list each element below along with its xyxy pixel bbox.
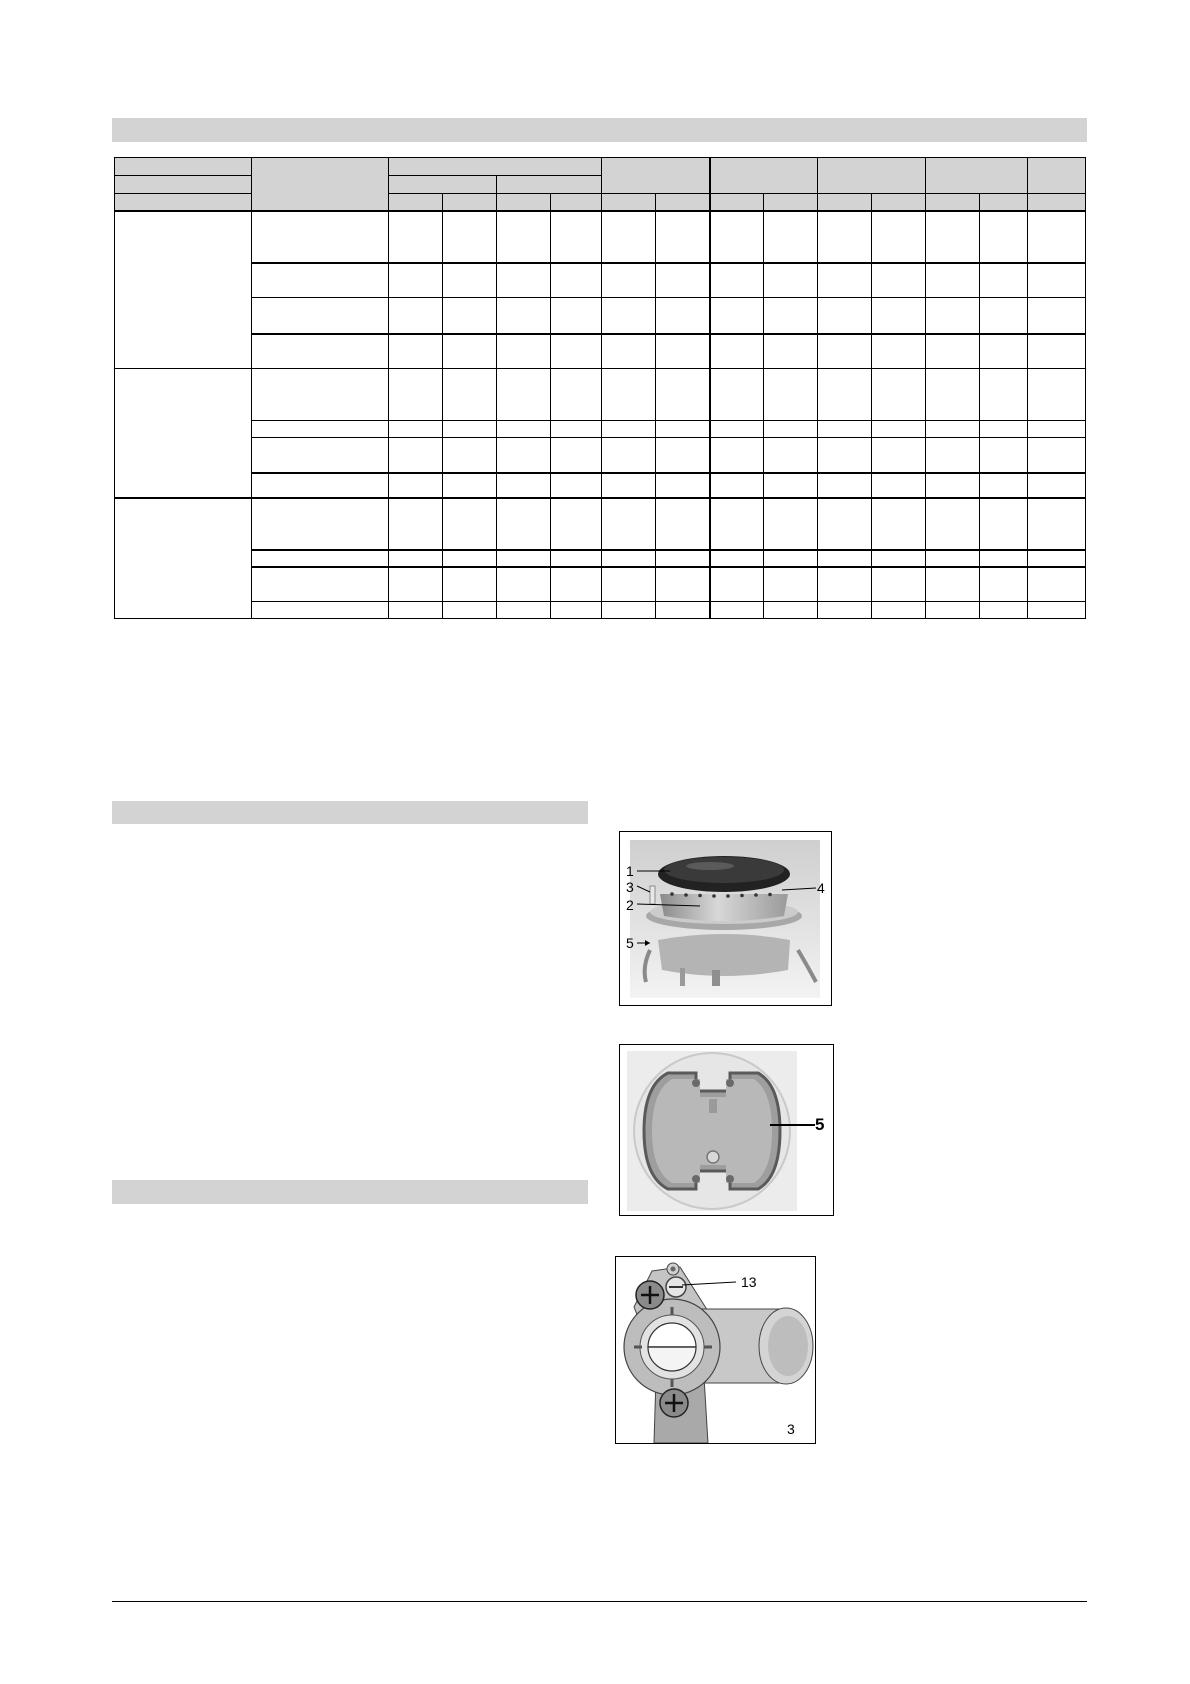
table-row [115,473,1086,498]
table-cell [710,498,764,550]
table-cell [602,567,656,602]
table-cell [710,567,764,602]
table-cell [602,211,656,263]
table-cell [497,263,551,298]
table-cell [764,298,818,334]
header-cell [497,176,602,194]
table-row [115,567,1086,602]
table-cell [1028,498,1086,550]
callout-label: 3 [626,879,634,895]
table-cell [926,498,980,550]
table-cell [252,421,389,438]
table-cell [710,263,764,298]
table-cell [1028,263,1086,298]
header-cell [926,194,980,211]
table-cell [872,263,926,298]
table-cell [551,550,602,567]
header-cell [497,194,551,211]
table-cell [872,438,926,473]
table-cell [872,334,926,369]
table-cell [872,211,926,263]
header-cell [602,158,710,194]
table-row [115,498,1086,550]
table-cell [926,421,980,438]
table-cell [1028,550,1086,567]
table-cell [389,550,443,567]
header-cell [1028,194,1086,211]
group-cell [115,211,252,369]
table-cell [656,438,710,473]
table-cell [872,421,926,438]
table-cell [1028,298,1086,334]
table-cell [551,473,602,498]
table-cell [764,550,818,567]
table-cell [497,567,551,602]
header-cell [926,158,1028,194]
table-cell [252,602,389,619]
table-cell [252,567,389,602]
table-cell [656,369,710,421]
burner-base-illustration [620,1045,833,1215]
table-cell [710,334,764,369]
table-cell [389,438,443,473]
section-header-bar-valve [112,1180,588,1204]
table-cell [980,334,1028,369]
table-cell [443,602,497,619]
gas-valve-illustration [616,1257,815,1443]
table-cell [252,298,389,334]
table-cell [710,473,764,498]
table-cell [252,473,389,498]
table-cell [252,334,389,369]
table-cell [1028,438,1086,473]
table-cell [818,498,872,550]
table-cell [818,263,872,298]
table-cell [551,602,602,619]
table-cell [818,421,872,438]
table-row [115,334,1086,369]
table-cell [926,550,980,567]
table-cell [551,498,602,550]
table-cell [710,438,764,473]
table-cell [710,421,764,438]
table-cell [443,550,497,567]
table-cell [710,550,764,567]
table-cell [389,567,443,602]
table-cell [497,473,551,498]
table-cell [872,567,926,602]
table-cell [926,263,980,298]
table-row [115,298,1086,334]
header-cell [710,158,818,194]
table-cell [497,334,551,369]
table-cell [551,421,602,438]
table-row [115,263,1086,298]
callout-label: 2 [626,897,634,913]
table-cell [497,498,551,550]
table-cell [497,298,551,334]
table-cell [443,334,497,369]
header-cell [115,176,252,194]
header-cell [818,194,872,211]
group-cell [115,498,252,619]
table-cell [872,473,926,498]
table-cell [710,369,764,421]
table-cell [389,602,443,619]
table-cell [818,567,872,602]
burner-assembly-figure [619,831,832,1006]
table-cell [764,602,818,619]
callout-label: 3 [787,1421,795,1437]
table-cell [443,438,497,473]
table-cell [1028,421,1086,438]
table-cell [980,602,1028,619]
table-cell [656,498,710,550]
table-cell [980,438,1028,473]
table-cell [497,369,551,421]
table-cell [551,567,602,602]
header-cell [115,194,252,211]
table-cell [1028,473,1086,498]
table-cell [926,211,980,263]
table-cell [926,298,980,334]
table-cell [980,421,1028,438]
table-cell [926,438,980,473]
table-cell [764,421,818,438]
table-cell [818,473,872,498]
table-cell [1028,602,1086,619]
table-cell [443,421,497,438]
table-cell [656,550,710,567]
table-cell [764,369,818,421]
section-header-bar-top [112,118,1087,142]
header-cell [602,194,656,211]
table-cell [443,498,497,550]
header-cell [980,194,1028,211]
table-cell [497,438,551,473]
table-cell [252,211,389,263]
table-cell [818,550,872,567]
table-cell [551,438,602,473]
table-cell [389,211,443,263]
table-cell [710,211,764,263]
table-cell [443,473,497,498]
table-cell [252,498,389,550]
table-cell [710,298,764,334]
table-cell [602,438,656,473]
table-cell [389,473,443,498]
table-cell [656,298,710,334]
table-cell [497,211,551,263]
table-cell [389,369,443,421]
header-cell [389,176,497,194]
header-cell [551,194,602,211]
header-cell [389,158,602,176]
table-cell [252,263,389,298]
table-cell [602,550,656,567]
table-cell [656,211,710,263]
table-row [115,211,1086,263]
header-cell [710,194,764,211]
table-cell [818,334,872,369]
table-cell [818,369,872,421]
header-cell [872,194,926,211]
table-cell [551,211,602,263]
table-cell [926,334,980,369]
table-cell [443,298,497,334]
table-cell [602,298,656,334]
table-cell [872,498,926,550]
table-cell [764,567,818,602]
table-cell [1028,567,1086,602]
table-cell [710,602,764,619]
table-cell [443,369,497,421]
table-cell [389,421,443,438]
table-cell [551,298,602,334]
table-cell [764,438,818,473]
table-cell [551,369,602,421]
table-cell [980,473,1028,498]
table-cell [980,369,1028,421]
table-cell [980,498,1028,550]
gas-valve-figure [615,1256,816,1444]
table-cell [656,263,710,298]
table-cell [764,473,818,498]
table-cell [980,211,1028,263]
table-cell [602,369,656,421]
callout-label: 1 [626,863,634,879]
table-cell [497,550,551,567]
table-cell [980,298,1028,334]
group-cell [115,369,252,498]
table-row [115,438,1086,473]
table-cell [389,298,443,334]
table-cell [656,602,710,619]
callout-label: 13 [741,1274,757,1290]
callout-label: 5 [626,935,634,951]
table-cell [764,334,818,369]
table-row [115,602,1086,619]
table-cell [602,602,656,619]
table-cell [602,421,656,438]
table-cell [602,473,656,498]
callout-label: 4 [817,880,825,896]
table-cell [872,298,926,334]
table-cell [252,550,389,567]
table-cell [443,567,497,602]
table-cell [443,211,497,263]
table-cell [1028,211,1086,263]
table-cell [926,369,980,421]
table-cell [389,334,443,369]
table-cell [872,550,926,567]
table-cell [980,550,1028,567]
table-cell [980,567,1028,602]
table-cell [818,438,872,473]
table-cell [764,498,818,550]
table-cell [389,263,443,298]
table-row [115,369,1086,421]
header-cell [656,194,710,211]
table-cell [872,602,926,619]
header-cell [818,158,926,194]
table-cell [926,473,980,498]
table-cell [818,211,872,263]
table-cell [443,263,497,298]
burner-base-figure [619,1044,834,1216]
table-cell [926,602,980,619]
table-cell [818,602,872,619]
table-cell [656,421,710,438]
table-cell [872,369,926,421]
header-cell [389,194,443,211]
callout-label: 5 [815,1115,825,1134]
burner-assembly-illustration [620,832,831,1005]
table-cell [252,438,389,473]
table-cell [1028,334,1086,369]
gas-specification-table [114,157,1086,619]
table-cell [497,421,551,438]
header-cell [1028,158,1086,194]
table-cell [926,567,980,602]
footer-rule [112,1601,1087,1602]
section-header-bar-burner [112,801,588,824]
table-cell [656,567,710,602]
table-cell [389,498,443,550]
header-cell [115,158,252,176]
table-cell [1028,369,1086,421]
table-cell [602,334,656,369]
table-cell [252,369,389,421]
table-cell [818,298,872,334]
table-row [115,550,1086,567]
header-cell [764,194,818,211]
table-header-row [115,158,1086,176]
header-cell [443,194,497,211]
table-cell [551,334,602,369]
table-cell [980,263,1028,298]
table-cell [764,211,818,263]
table-cell [602,498,656,550]
table-cell [656,334,710,369]
table-cell [764,263,818,298]
header-cell [252,158,389,211]
table-row [115,421,1086,438]
table-cell [656,473,710,498]
table-cell [602,263,656,298]
table-cell [497,602,551,619]
table-cell [551,263,602,298]
